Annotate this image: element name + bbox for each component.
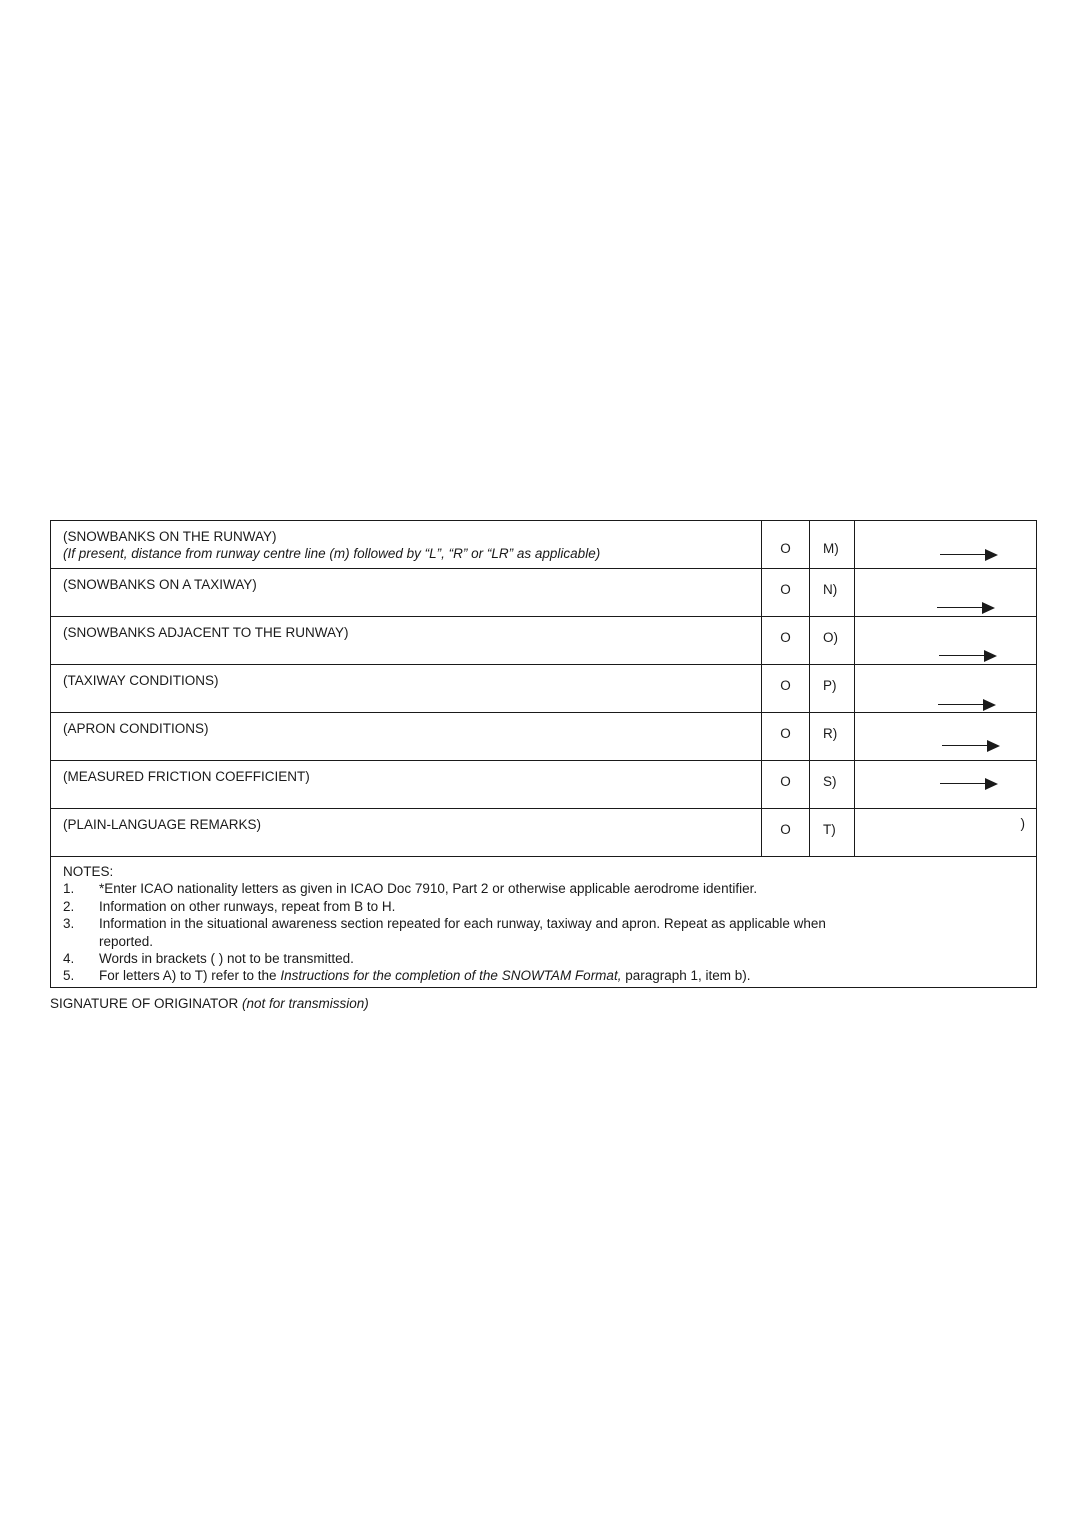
row-letter: R) <box>810 713 855 761</box>
row-description-cell <box>51 569 762 617</box>
arrow-right-icon <box>939 650 997 662</box>
row-status: O <box>762 569 810 617</box>
form-row-apron-conditions <box>51 713 1037 761</box>
row-description-cell <box>51 713 762 761</box>
row-entry-field[interactable] <box>855 569 1037 617</box>
row-description: (TAXIWAY CONDITIONS) <box>63 673 219 688</box>
row-sub-description: (If present, distance from runway centre line (m) followed by “L”, “R” or “LR” as applicable) <box>63 546 601 561</box>
row-description: (SNOWBANKS ON A TAXIWAY) <box>63 577 257 592</box>
row-entry-field[interactable] <box>855 809 1037 857</box>
note-item <box>63 950 883 967</box>
row-status: O <box>762 665 810 713</box>
arrow-right-icon <box>942 740 1000 752</box>
row-status: O <box>762 809 810 857</box>
note-number: 2. <box>63 898 75 914</box>
notes-heading: NOTES: <box>63 864 114 879</box>
note-item <box>63 967 883 984</box>
form-row-snowbanks-taxiway <box>51 569 1037 617</box>
form-row-snowbanks-adjacent <box>51 617 1037 665</box>
row-status: O <box>762 761 810 809</box>
form-row-plain-language-remarks <box>51 809 1037 857</box>
arrow-right-icon <box>940 549 998 561</box>
row-status: O <box>762 521 810 569</box>
note-number: 3. <box>63 916 75 932</box>
note-number: 5. <box>63 968 75 984</box>
note-text: *Enter ICAO nationality letters as given in ICAO Doc 7910, Part 2 or otherwise applicable aerodrome identifier. <box>99 881 758 897</box>
row-description: (SNOWBANKS ADJACENT TO THE RUNWAY) <box>63 625 349 640</box>
row-letter: M) <box>810 521 855 569</box>
notes-section <box>51 857 1037 988</box>
note-text-start: For letters A) to T) refer to the <box>99 968 281 984</box>
row-letter: P) <box>810 665 855 713</box>
row-letter: T) <box>810 809 855 857</box>
note-text-end: paragraph 1, item b). <box>621 968 751 984</box>
row-letter: N) <box>810 569 855 617</box>
note-text: Words in brackets ( ) not to be transmitted. <box>99 951 354 967</box>
form-row-snowbanks-runway <box>51 521 1037 569</box>
note-item <box>63 880 883 897</box>
note-item <box>63 915 883 950</box>
signature-of-originator <box>50 996 369 1011</box>
row-description: (SNOWBANKS ON THE RUNWAY) <box>63 529 277 544</box>
note-text: Information in the situational awareness section repeated for each runway, taxiway and apron. Repeat as applicable when reported. <box>99 916 826 949</box>
form-row-taxiway-conditions <box>51 665 1037 713</box>
row-description-cell <box>51 665 762 713</box>
row-letter: S) <box>810 761 855 809</box>
row-description: (MEASURED FRICTION COEFFICIENT) <box>63 769 310 784</box>
row-entry-field[interactable] <box>855 761 1037 809</box>
form-row-friction-coefficient <box>51 761 1037 809</box>
row-description-cell <box>51 617 762 665</box>
note-text <box>99 967 883 984</box>
row-description-cell <box>51 809 762 857</box>
arrow-right-icon <box>940 778 998 790</box>
notes-row <box>51 857 1037 988</box>
row-description-cell <box>51 521 762 569</box>
row-letter: O) <box>810 617 855 665</box>
row-description-cell <box>51 761 762 809</box>
arrow-right-icon <box>938 699 996 711</box>
note-item <box>63 898 883 915</box>
row-entry-field[interactable] <box>855 713 1037 761</box>
signature-label: SIGNATURE OF ORIGINATOR <box>50 996 243 1011</box>
row-status: O <box>762 617 810 665</box>
note-text-italic: Instructions for the completion of the SNOWTAM Format, <box>280 968 622 984</box>
snowtam-form-table <box>50 520 1037 988</box>
signature-note: (not for transmission) <box>242 996 369 1011</box>
note-number: 1. <box>63 881 75 897</box>
note-text: Information on other runways, repeat from B to H. <box>99 898 396 914</box>
row-status: O <box>762 713 810 761</box>
arrow-right-icon <box>937 602 995 614</box>
row-entry-field[interactable] <box>855 617 1037 665</box>
note-number: 4. <box>63 951 75 967</box>
closing-parenthesis: ) <box>1020 816 1025 831</box>
row-entry-field[interactable] <box>855 521 1037 569</box>
row-description: (PLAIN-LANGUAGE REMARKS) <box>63 817 262 832</box>
row-description: (APRON CONDITIONS) <box>63 721 209 736</box>
row-entry-field[interactable] <box>855 665 1037 713</box>
